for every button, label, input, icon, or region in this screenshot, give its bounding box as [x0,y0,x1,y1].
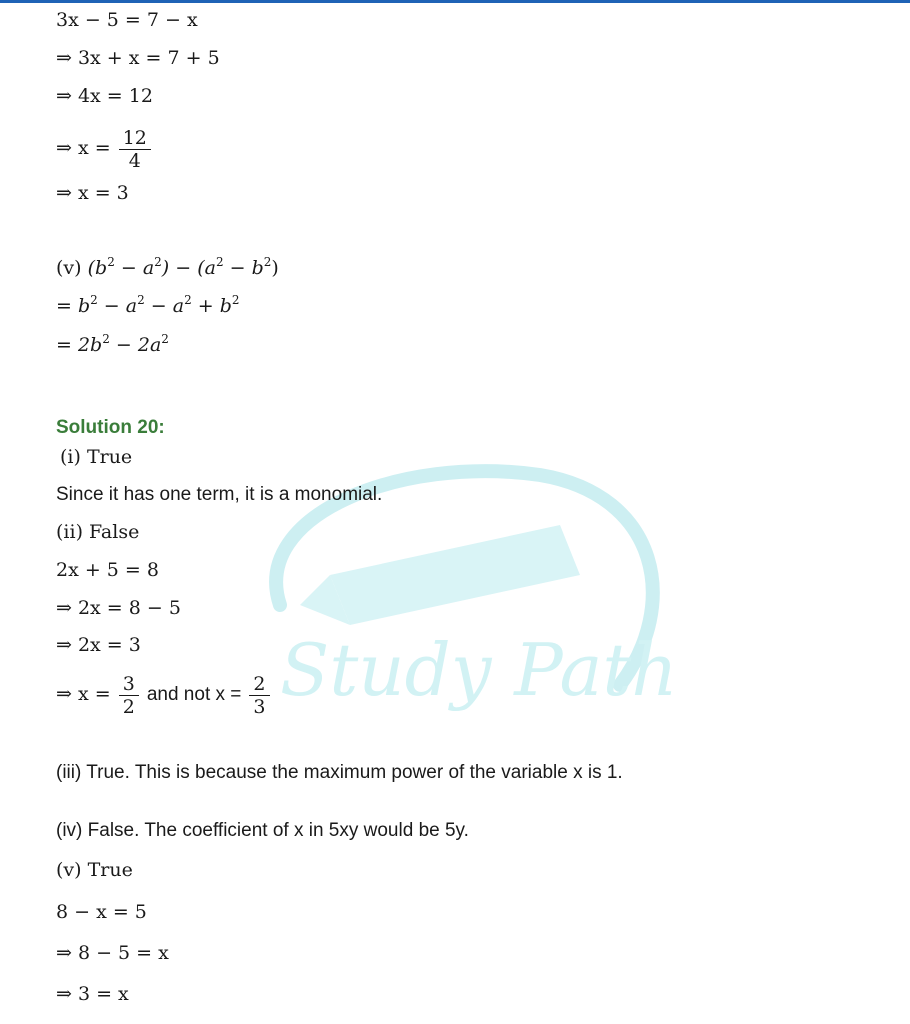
fraction-step [56,670,272,719]
fraction [119,127,151,172]
denominator: 3 [253,695,266,718]
denominator: 2 [122,695,135,718]
part-ii-label: (ii) False [56,521,140,543]
part-v-expression: (v) $(b^2 - a^2) - (a^2 - b^2)$ [56,255,279,279]
solution-heading: Solution 20: [56,417,165,438]
top-accent-bar [0,0,910,3]
step-line: ⇒ x = 3 [56,182,129,204]
part-v-step: = $b^2 - a^2 - a^2 + b^2$ [56,293,240,317]
part-label: (v) [56,257,82,279]
step-line: 2x + 5 = 8 [56,559,159,581]
step-line: ⇒ 8 − 5 = x [56,942,169,964]
fraction [119,673,139,718]
step-line: 3x − 5 = 7 − x [56,9,198,31]
part-iii-text: (iii) True. This is because the maximum power of the variable x is 1. [56,762,623,783]
step-line: ⇒ 2x = 3 [56,634,141,656]
step-line: ⇒ 3x + x = 7 + 5 [56,47,220,69]
step-prefix: ⇒ x = [56,137,111,159]
step-connector: and not x = [146,684,242,705]
part-v-label: (v) True [56,859,133,881]
numerator: 2 [249,673,269,696]
denominator: 4 [128,149,141,172]
fraction-step [56,124,153,172]
step-prefix: ⇒ x = [56,683,111,705]
part-v-result: = $2b^2 - 2a^2$ [56,332,169,356]
step-line: ⇒ 4x = 12 [56,85,153,107]
part-i-label: (i) True [60,446,133,468]
step-line: 8 − x = 5 [56,901,147,923]
fraction [249,673,269,718]
watermark-text: Study Path [280,628,678,712]
part-iv-text: (iv) False. The coefficient of x in 5xy would be 5y. [56,820,469,841]
numerator: 12 [119,127,151,150]
part-i-text: Since it has one term, it is a monomial. [56,484,383,505]
numerator: 3 [119,673,139,696]
step-line: ⇒ 2x = 8 − 5 [56,597,181,619]
step-line: ⇒ 3 = x [56,983,129,1005]
